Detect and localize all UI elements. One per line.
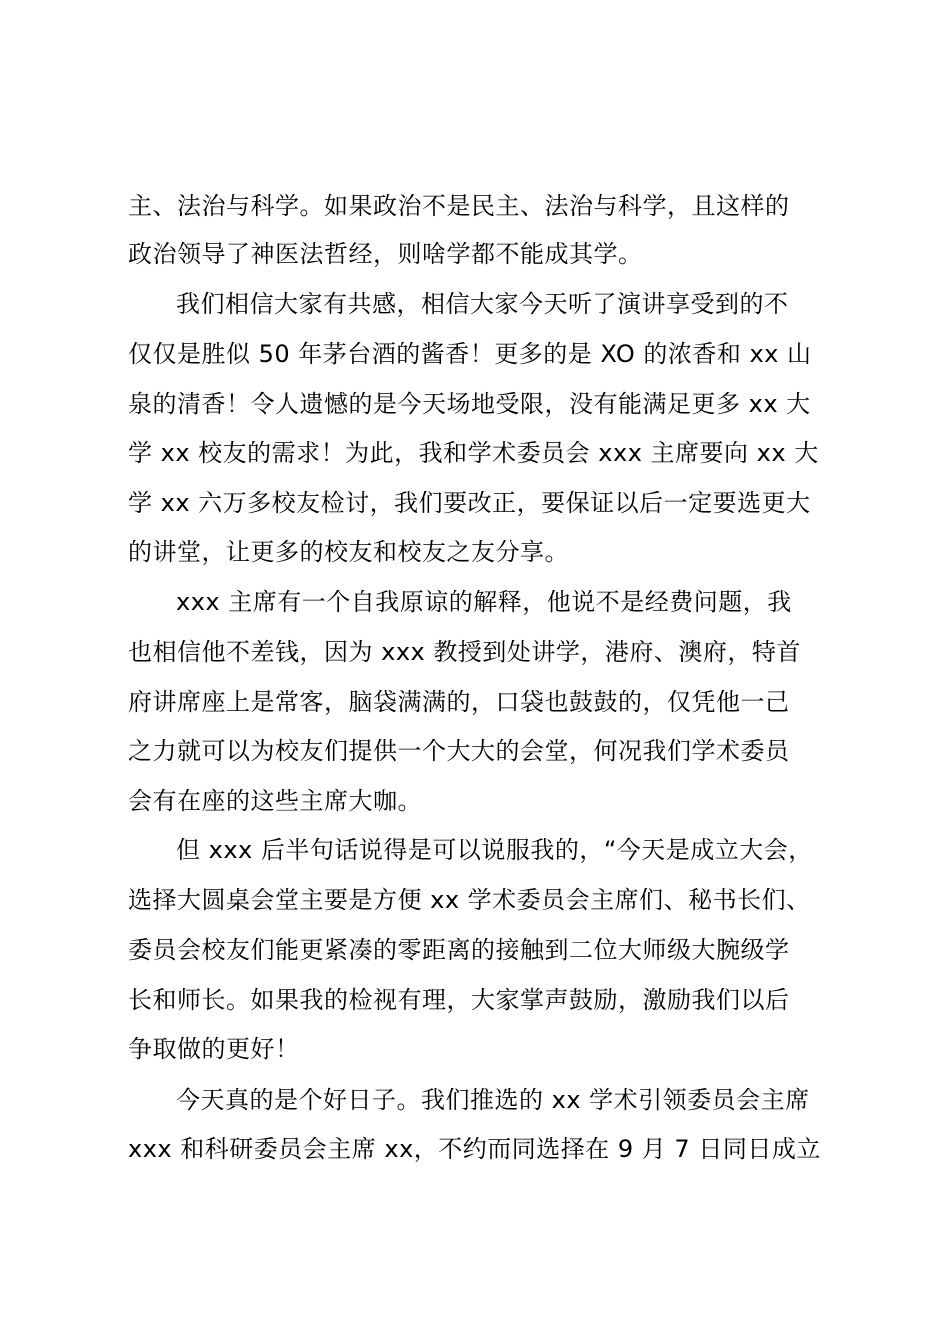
paragraph-line: 委员会校友们能更紧凑的零距离的接触到二位大师级大腕级学 bbox=[128, 936, 790, 964]
paragraph-line: 学 xx 校友的需求！为此，我和学术委员会 xxx 主席要向 xx 大 bbox=[128, 439, 819, 467]
paragraph-line: 也相信他不差钱，因为 xxx 教授到处讲学，港府、澳府，特首 bbox=[128, 638, 801, 666]
paragraph-line: 仅仅是胜似 50 年茅台酒的酱香！更多的是 XO 的浓香和 xx 山 bbox=[128, 340, 812, 368]
paragraph-line: xxx 和科研委员会主席 xx，不约而同选择在 9 月 7 日同日成立 bbox=[128, 1135, 821, 1163]
paragraph-line: 之力就可以为校友们提供一个大大的会堂，何况我们学术委员 bbox=[128, 737, 790, 765]
paragraph-line: 泉的清香！令人遗憾的是今天场地受限，没有能满足更多 xx 大 bbox=[128, 390, 811, 418]
paragraph-line: 府讲席座上是常客，脑袋满满的，口袋也鼓鼓的，仅凭他一己 bbox=[128, 688, 790, 716]
paragraph-line: 主、法治与科学。如果政治不是民主、法治与科学，且这样的 bbox=[128, 192, 790, 220]
paragraph-line: 但 xxx 后半句话说得是可以说服我的，“今天是成立大会， bbox=[176, 836, 813, 864]
paragraph-line: 长和师长。如果我的检视有理，大家掌声鼓励，激励我们以后 bbox=[128, 986, 790, 1014]
paragraph-line: xxx 主席有一个自我原谅的解释，他说不是经费问题，我 bbox=[176, 588, 792, 616]
paragraph-line: 政治领导了神医法哲经，则啥学都不能成其学。 bbox=[128, 240, 643, 268]
paragraph-line: 选择大圆桌会堂主要是方便 xx 学术委员会主席们、秘书长们、 bbox=[128, 886, 811, 914]
paragraph-line: 争取做的更好！ bbox=[128, 1035, 300, 1063]
paragraph-line: 会有在座的这些主席大咖。 bbox=[128, 787, 422, 815]
paragraph-line: 学 xx 六万多校友检讨，我们要改正，要保证以后一定要选更大 bbox=[128, 489, 811, 517]
paragraph-line: 的讲堂，让更多的校友和校友之友分享。 bbox=[128, 538, 569, 566]
paragraph-line: 今天真的是个好日子。我们推选的 xx 学术引领委员会主席 bbox=[176, 1086, 810, 1114]
paragraph-line: 我们相信大家有共感，相信大家今天听了演讲享受到的不 bbox=[176, 290, 789, 318]
